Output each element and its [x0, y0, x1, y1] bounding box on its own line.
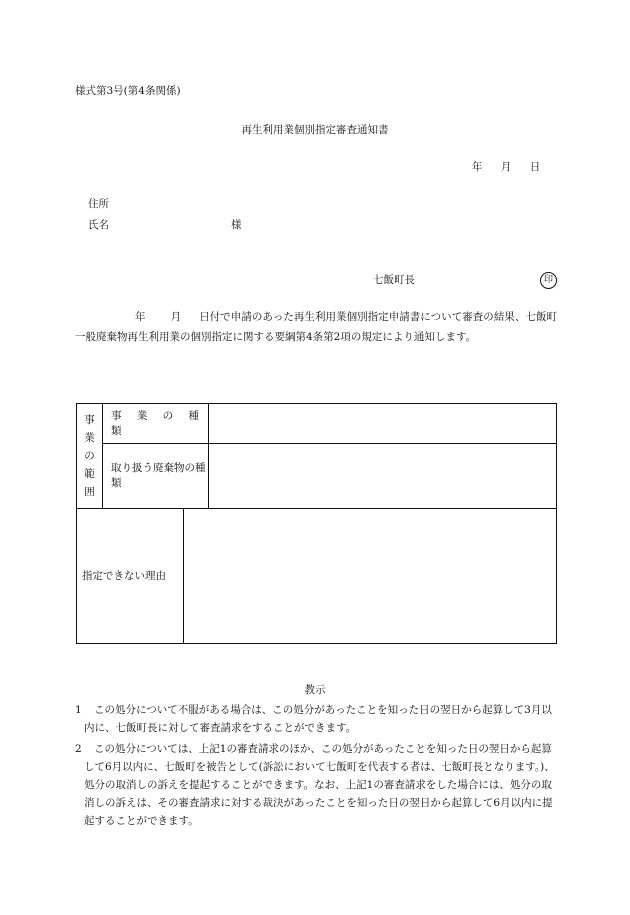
- document-title: 再生利用業個別指定審査通知書: [241, 124, 389, 136]
- scope-char: 事: [84, 414, 95, 426]
- notice-body: [75, 307, 557, 347]
- business-type-label-text: 事 業 の 種 類: [111, 409, 206, 437]
- reason-value[interactable]: [184, 509, 557, 644]
- date-year: 年: [472, 161, 483, 173]
- instruction-number: 2: [75, 743, 82, 755]
- date-day: 日: [529, 161, 541, 173]
- instruction-text: この処分について不服がある場合は、この処分があったことを知った日の翌日から起算して3月以内に、七飯町長に対して審査請求をすることができます。: [84, 704, 552, 734]
- date-line: [472, 160, 540, 175]
- form-number: 様式第3号(第4条関係): [75, 85, 181, 97]
- body-month: 月: [170, 311, 182, 323]
- business-type-value[interactable]: [209, 404, 557, 444]
- instruction-item: [75, 740, 560, 830]
- scope-char: 範: [84, 468, 95, 480]
- instruction-number: 1: [75, 704, 82, 716]
- address-label: 住所: [88, 198, 109, 210]
- business-type-label: [103, 404, 209, 444]
- reason-label: 指定できない理由: [77, 509, 184, 644]
- sender-name: 七飯町長: [373, 274, 415, 286]
- scope-table: [76, 403, 557, 644]
- body-text: 日付で申請のあった再生利用業個別指定申請書について審査の結果、七飯町一般廃棄物再生利用業の個別指定に関する要綱第4条第2項の規定により通知します。: [75, 311, 558, 343]
- scope-char: 囲: [84, 486, 95, 498]
- honorific: 様: [231, 219, 242, 231]
- date-month: 月: [500, 161, 512, 173]
- waste-type-label: 取り扱う廃棄物の種類: [103, 444, 209, 509]
- instruction-title: 教示: [304, 684, 326, 696]
- body-year: 年: [135, 311, 146, 323]
- scope-char: 業: [84, 432, 95, 444]
- instruction-item: [75, 701, 560, 737]
- waste-type-value[interactable]: [209, 444, 557, 509]
- scope-char: の: [84, 450, 95, 462]
- scope-header: [77, 404, 103, 509]
- instruction-text: この処分については、上記1の審査請求のほか、この処分があったことを知った日の翌日から起算して6月以内に、七飯町を被告として(訴訟において七飯町を代表する者は、七飯町長となります。)、処分の取消しの訴えを提起することができます。なお、上記1の審査請求をした場合には、処分の取消しの訴えは、その審査請求に対する裁決があったことを知った日の翌日から起算して6月以内に提起することができます。: [84, 743, 555, 827]
- name-label: 氏名: [88, 219, 109, 231]
- seal-mark: 印: [540, 272, 557, 289]
